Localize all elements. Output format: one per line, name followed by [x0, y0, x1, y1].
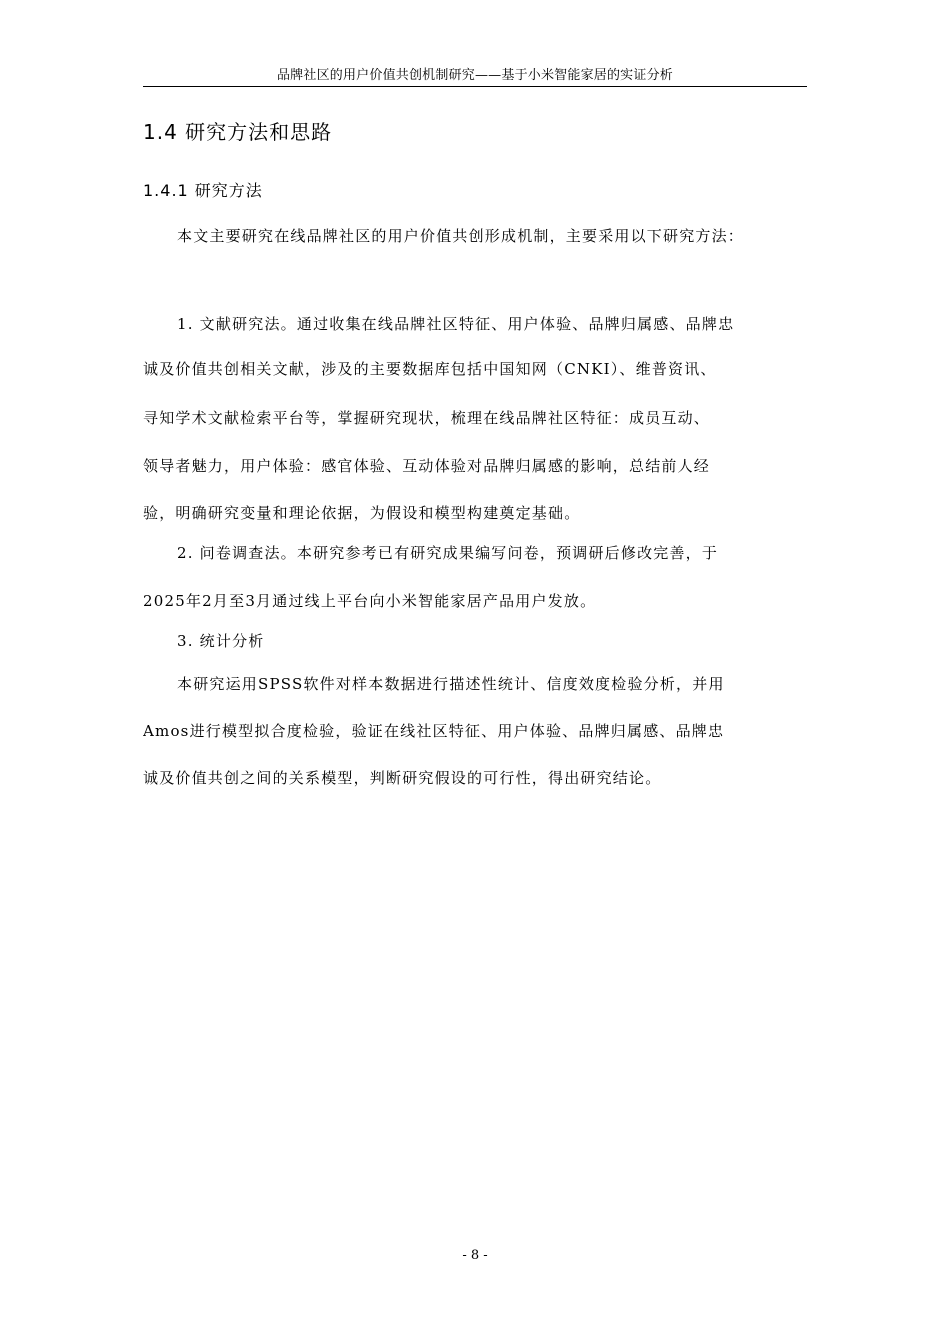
running-header: 品牌社区的用户价值共创机制研究——基于小米智能家居的实证分析: [143, 66, 807, 87]
intro-paragraph: 本文主要研究在线品牌社区的用户价值共创形成机制，主要采用以下研究方法：: [177, 227, 745, 245]
method1-line: 验，明确研究变量和理论依据，为假设和模型构建奠定基础。: [143, 504, 581, 522]
method1-line: 诚及价值共创相关文献，涉及的主要数据库包括中国知网（CNKI）、维普资讯、: [143, 360, 717, 378]
method1-line: 1. 文献研究法。通过收集在线品牌社区特征、用户体验、品牌归属感、品牌忠: [177, 315, 735, 333]
section-heading: 1.4 研究方法和思路: [143, 120, 333, 144]
method2-line: 2. 问卷调查法。本研究参考已有研究成果编写问卷，预调研后修改完善，于: [177, 544, 719, 562]
method3-line: Amos进行模型拟合度检验，验证在线社区特征、用户体验、品牌归属感、品牌忠: [143, 722, 725, 740]
method1-line: 寻知学术文献检索平台等，掌握研究现状，梳理在线品牌社区特征：成员互动、: [143, 409, 711, 427]
method1-line: 领导者魅力，用户体验：感官体验、互动体验对品牌归属感的影响，总结前人经: [143, 457, 711, 475]
subsection-heading: 1.4.1 研究方法: [143, 181, 263, 200]
method3-line: 本研究运用SPSS软件对样本数据进行描述性统计、信度效度检验分析，并用: [177, 675, 725, 693]
page-number: - 8 -: [462, 1248, 488, 1263]
method3-title: 3. 统计分析: [177, 632, 265, 650]
method2-line: 2025年2月至3月通过线上平台向小米智能家居产品用户发放。: [143, 592, 597, 610]
method3-line: 诚及价值共创之间的关系模型，判断研究假设的可行性，得出研究结论。: [143, 769, 662, 787]
